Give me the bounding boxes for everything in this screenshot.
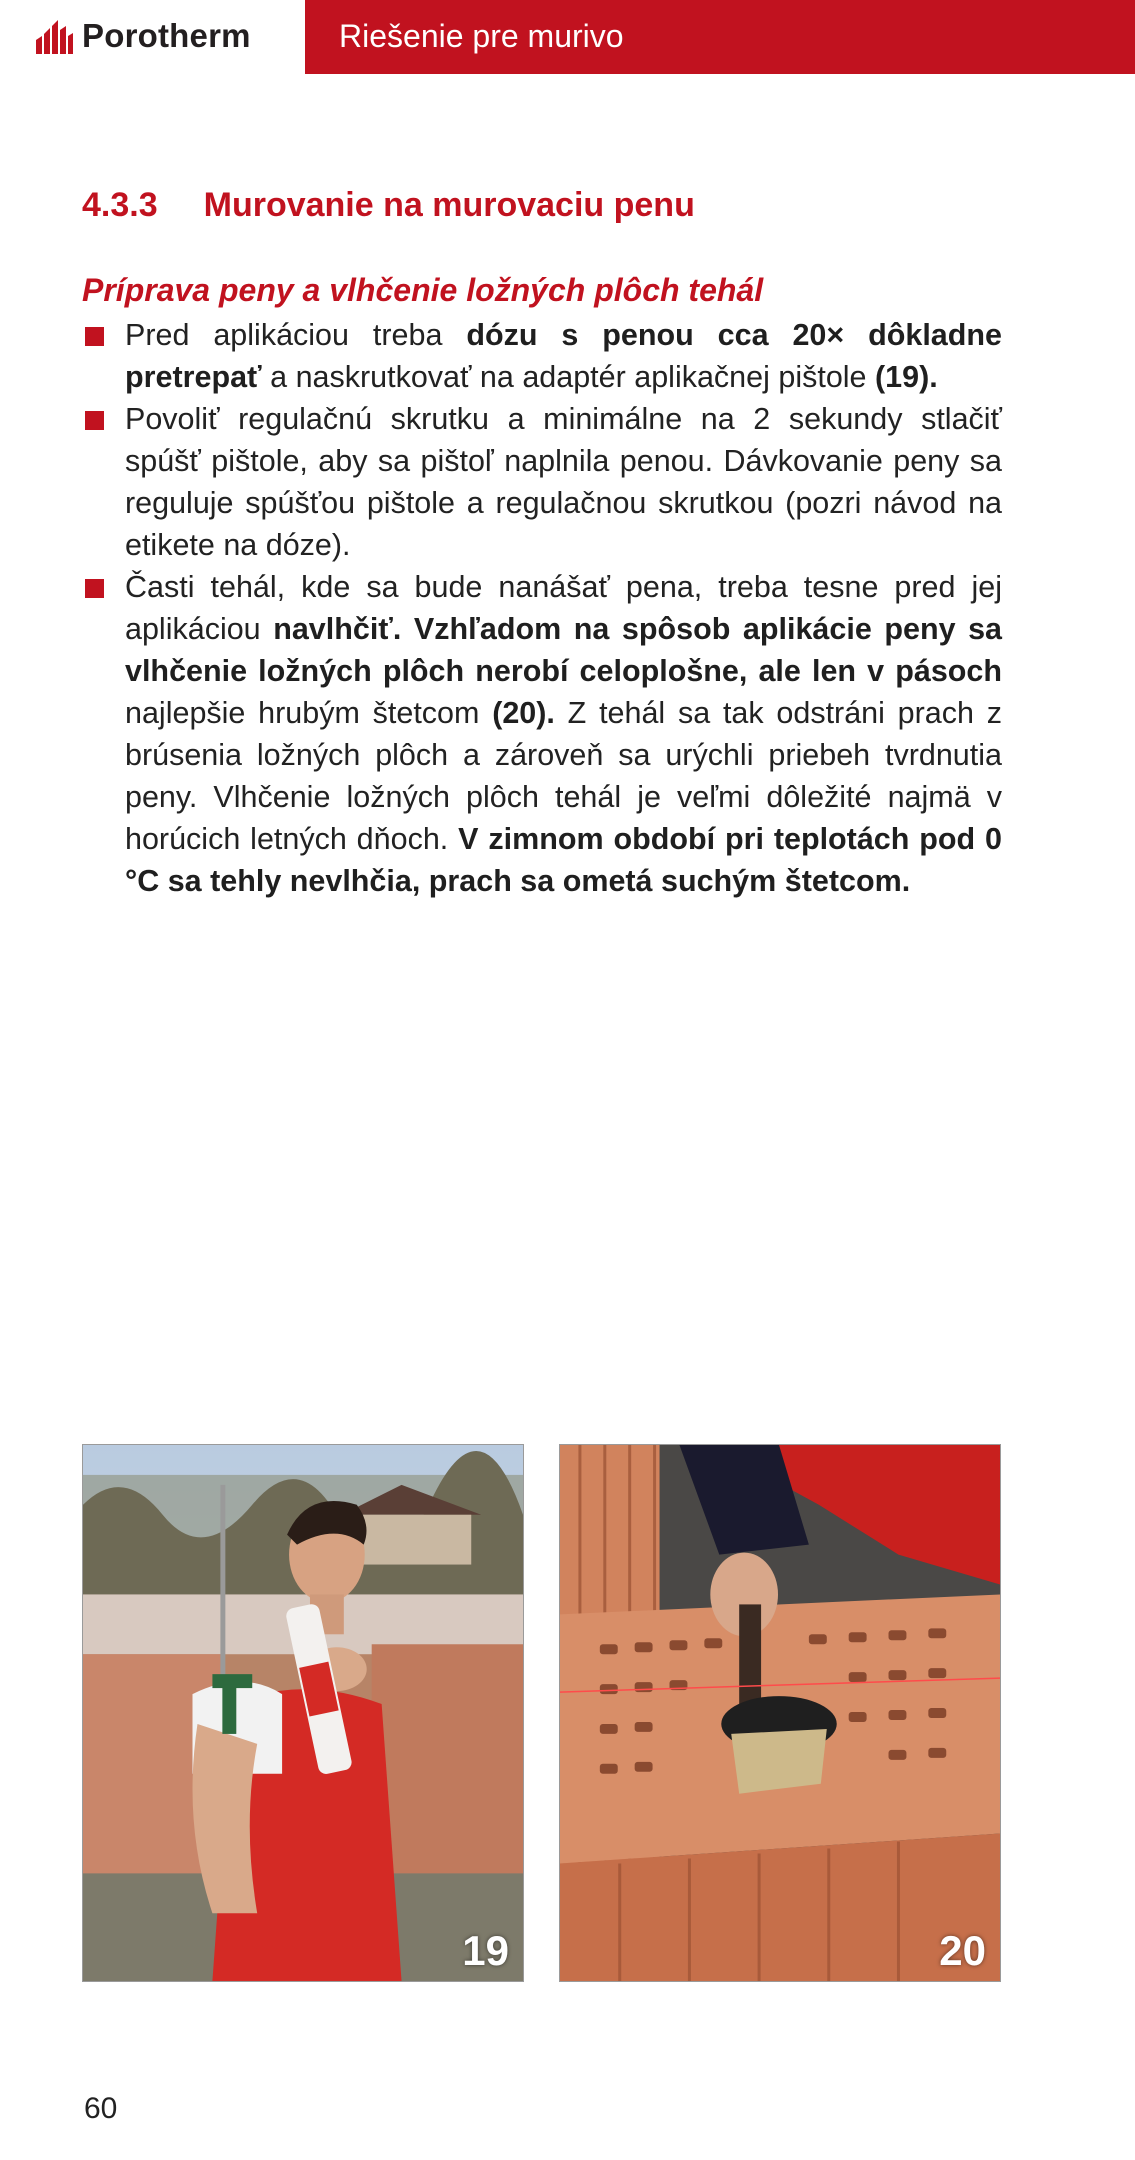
figure-number: 20 <box>939 1927 986 1974</box>
bullet-text: a naskrutkovať na adaptér aplikačnej pištole <box>261 360 875 394</box>
figure-number: 19 <box>462 1927 509 1974</box>
porotherm-logo-icon <box>34 16 74 56</box>
bullet-text-bold: navlhčiť. Vzhľadom na spôsob aplikácie peny sa vlhčenie ložných plôch nerobí celoplošne, ale len v pásoch <box>125 612 1003 688</box>
bullet-list <box>82 314 1002 902</box>
header-title: Riešenie pre murivo <box>339 18 624 54</box>
figure-20-brush-photo <box>559 1444 1001 1982</box>
bullet-item <box>82 566 1002 902</box>
section-heading <box>82 186 695 225</box>
bullet-square-icon <box>85 327 104 346</box>
foam-gun-photo-illustration <box>83 1445 523 1981</box>
bullet-square-icon <box>85 411 104 430</box>
header-band <box>305 0 1135 74</box>
bullet-text: Povoliť regulačnú skrutku a minimálne na 2 sekundy stlačiť spúšť pištole, aby sa pištoľ naplnila penou. Dávkovanie peny sa reguluje spúšťou pištole a regulačnou skrutkou (pozri návod na etikete na dóze). <box>125 402 1002 562</box>
bullet-text: najlepšie hrubým štetcom <box>125 696 493 730</box>
bullet-square-icon <box>85 579 104 598</box>
bullet-text: Časti tehál, kde sa bude nanášať pena, treba tesne pred jej aplikáciou <box>125 570 1002 646</box>
bullet-item <box>82 398 1002 566</box>
brush-brick-photo-illustration <box>560 1445 1000 1981</box>
bullet-text-bold: V zimnom období pri teplotách pod 0 °C sa tehly nevlhčia, prach sa ometá suchým štetcom. <box>125 822 1003 898</box>
section-title: Murovanie na murovaciu penu <box>203 186 695 224</box>
page-header <box>0 0 1135 74</box>
section-number: 4.3.3 <box>82 186 158 224</box>
bullet-text-bold: dózu s penou cca 20× dôkladne pretrepať <box>125 318 1002 394</box>
bullet-text: Z tehál sa tak odstráni prach z brúsenia ložných plôch a zároveň sa urýchli priebeh tvrdnutia peny. Vlhčenie ložných plôch tehál je veľmi dôležité najmä v horúcich letných dňoch. <box>125 696 1002 856</box>
porotherm-logo <box>34 14 251 58</box>
figure-19-foam-gun-photo <box>82 1444 524 1982</box>
bullet-text-bold: (19). <box>875 360 938 394</box>
subheading: Príprava peny a vlhčenie ložných plôch tehál <box>82 272 764 308</box>
bullet-text-bold: (20). <box>492 696 555 730</box>
bullet-item <box>82 314 1002 398</box>
bullet-text: Pred aplikáciou treba <box>125 318 467 352</box>
page-number: 60 <box>84 2092 118 2125</box>
brand-name: Porotherm <box>82 17 251 54</box>
